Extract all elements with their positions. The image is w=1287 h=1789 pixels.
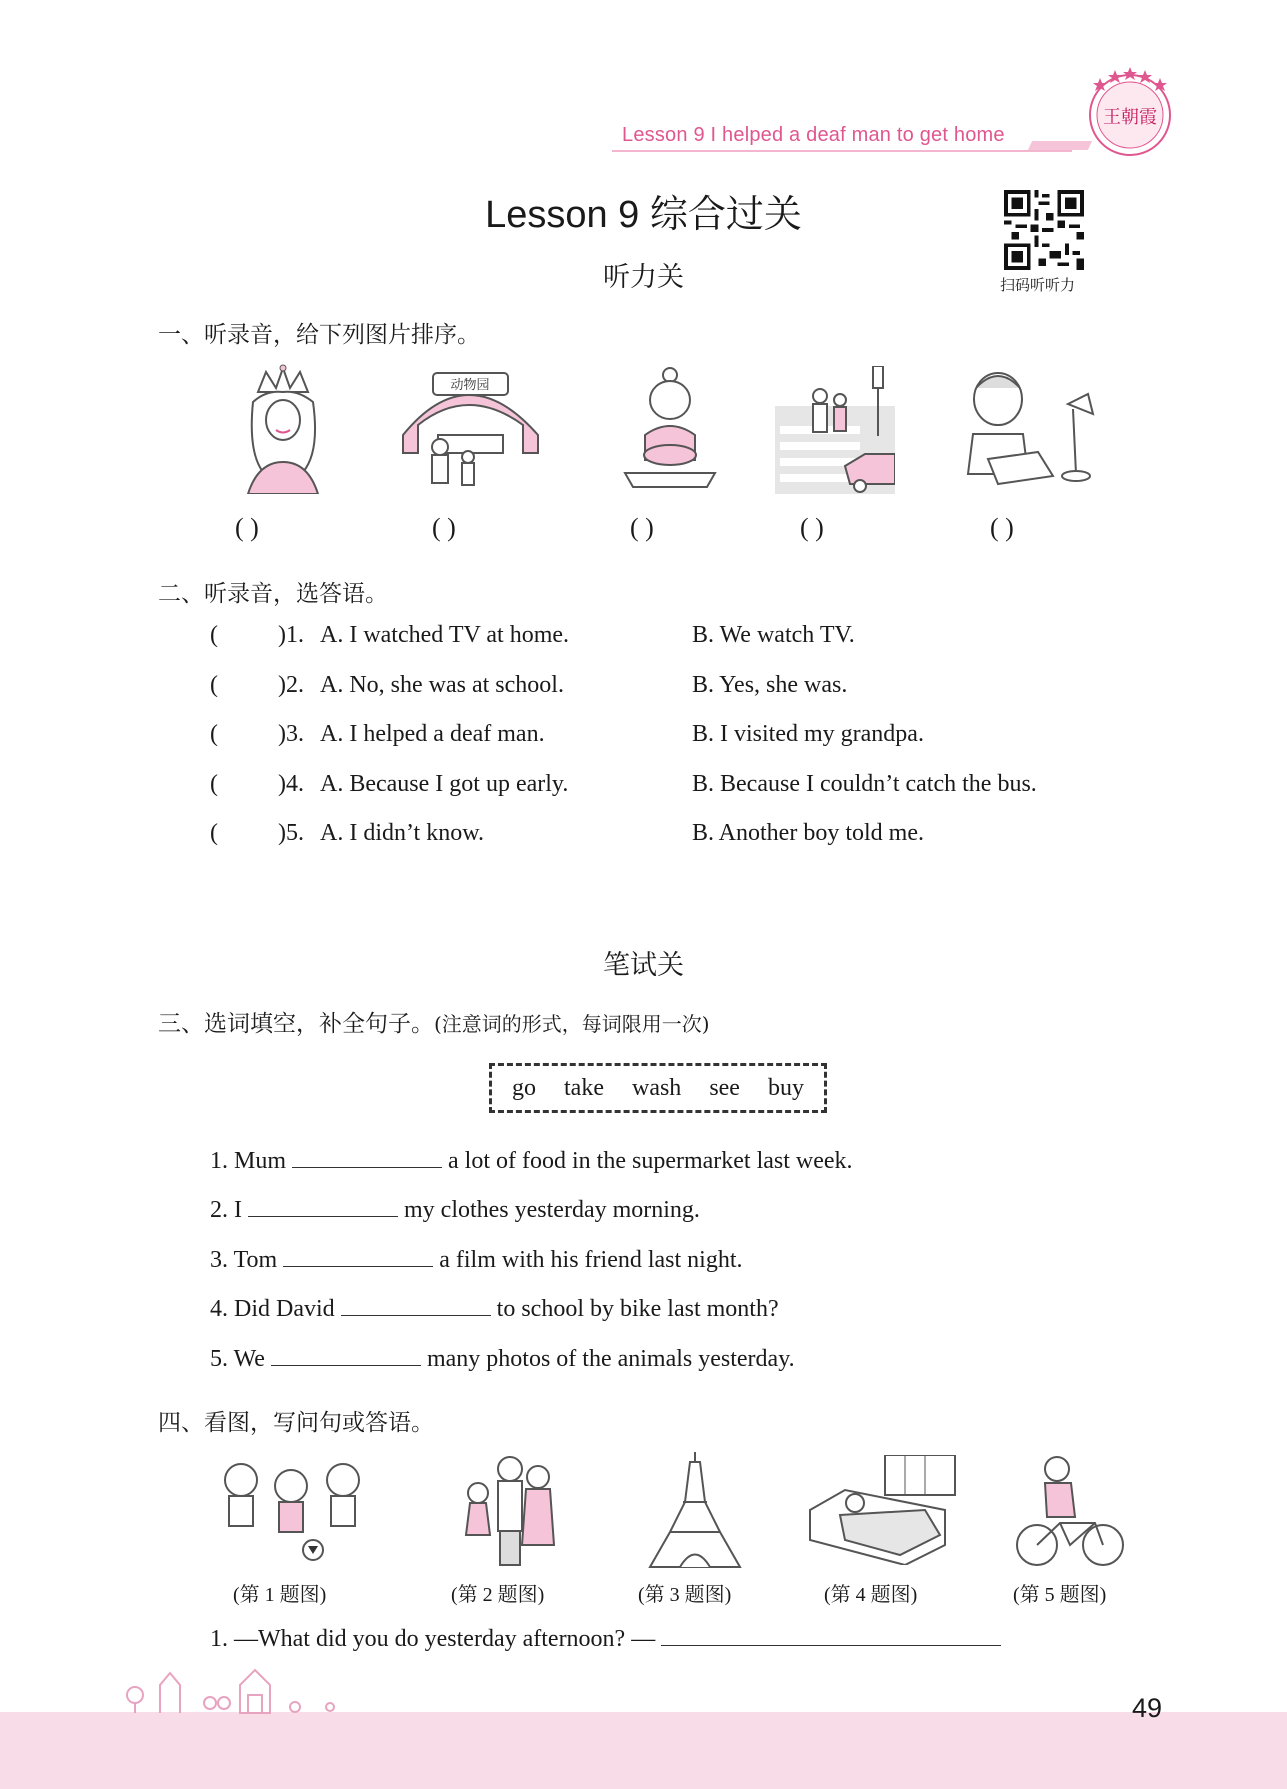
zoo-gate-icon: [398, 365, 543, 495]
footer-band: [0, 1712, 1287, 1789]
word-option: take: [564, 1074, 604, 1101]
figure-caption-2: (第 2 题图): [451, 1584, 545, 1606]
section3-note: (注意词的形式，每词限用一次): [434, 1012, 710, 1036]
figure-caption-5: (第 5 题图): [1013, 1584, 1107, 1606]
family-icon: [458, 1455, 558, 1567]
option-a: A. No, she was at school.: [320, 672, 564, 698]
option-b: B. Yes, she was.: [692, 672, 848, 698]
figure-caption-4: (第 4 题图): [824, 1584, 918, 1606]
section4-heading: 四、看图，写问句或答语。: [158, 1410, 434, 1436]
section2-heading: 二、听录音，选答语。: [158, 581, 388, 607]
rank-slot-4[interactable]: ( ): [800, 513, 824, 542]
svg-text:动物园: 动物园: [450, 378, 490, 393]
fill-sentence-4: 4. Did David to school by bike last month?: [210, 1296, 779, 1322]
option-b: B. We watch TV.: [692, 622, 855, 648]
word-bank: [489, 1063, 827, 1113]
option-b: B. I visited my grandpa.: [692, 721, 924, 747]
fill-sentence-5: 5. We many photos of the animals yesterday.: [210, 1346, 795, 1372]
princess-icon: [228, 362, 338, 494]
rank-slot-3[interactable]: ( ): [630, 513, 654, 542]
word-option: go: [512, 1074, 536, 1101]
rank-slot-1[interactable]: ( ): [235, 513, 259, 542]
castle-decoration-icon: [120, 1655, 340, 1715]
option-a: A. I watched TV at home.: [320, 622, 570, 648]
rank-slot-5[interactable]: ( ): [990, 513, 1014, 542]
answer-blank[interactable]: [341, 1295, 491, 1316]
header-accent-bar: [1028, 141, 1092, 150]
writing-title: 笔试关: [603, 950, 684, 981]
answer-blank[interactable]: [292, 1147, 442, 1168]
logo-text: 王朝霞: [1103, 107, 1157, 128]
lesson-header: Lesson 9 I helped a deaf man to get home: [622, 124, 1005, 146]
page-number: 49: [1132, 1693, 1163, 1723]
fill-sentence-3: 3. Tom a film with his friend last night.: [210, 1247, 743, 1273]
eiffel-tower-icon: [645, 1452, 745, 1569]
sleeping-bed-icon: [805, 1455, 957, 1565]
fill-sentence-2: 2. I my clothes yesterday morning.: [210, 1197, 700, 1223]
option-a: A. Because I got up early.: [320, 771, 569, 797]
rank-slot-2[interactable]: ( ): [432, 513, 456, 542]
option-b: B. Another boy told me.: [692, 820, 924, 846]
section1-heading: 一、听录音，给下列图片排序。: [158, 322, 480, 348]
fill-sentence-1: 1. Mum a lot of food in the supermarket last week.: [210, 1148, 853, 1174]
girl-cooking-icon: [615, 365, 725, 495]
listening-title: 听力关: [603, 262, 684, 293]
crosswalk-icon: [775, 366, 895, 494]
page-title: Lesson 9 综合过关: [485, 194, 802, 236]
answer-blank[interactable]: [248, 1196, 398, 1217]
answer-blank[interactable]: [271, 1345, 421, 1366]
qr-label: 扫码听听力: [1000, 276, 1076, 294]
option-a: A. I helped a deaf man.: [320, 721, 545, 747]
word-option: buy: [767, 1074, 804, 1101]
word-option: see: [709, 1074, 740, 1101]
option-b: B. Because I couldn’t catch the bus.: [692, 771, 1037, 797]
boys-football-icon: [213, 1458, 373, 1563]
boy-reading-icon: [958, 364, 1098, 494]
bike-rider-icon: [1015, 1455, 1125, 1567]
section4-question-1: 1. —What did you do yesterday afternoon? —: [210, 1625, 1007, 1653]
option-a: A. I didn’t know.: [320, 820, 484, 846]
figure-caption-3: (第 3 题图): [638, 1584, 732, 1606]
answer-blank[interactable]: [283, 1246, 433, 1267]
section3-heading: 三、选词填空，补全句子。(注意词的形式，每词限用一次): [158, 1011, 710, 1037]
answer-blank[interactable]: [661, 1625, 1001, 1646]
word-option: wash: [631, 1074, 682, 1101]
figure-caption-1: (第 1 题图): [233, 1584, 327, 1606]
header-divider: [612, 150, 1072, 152]
